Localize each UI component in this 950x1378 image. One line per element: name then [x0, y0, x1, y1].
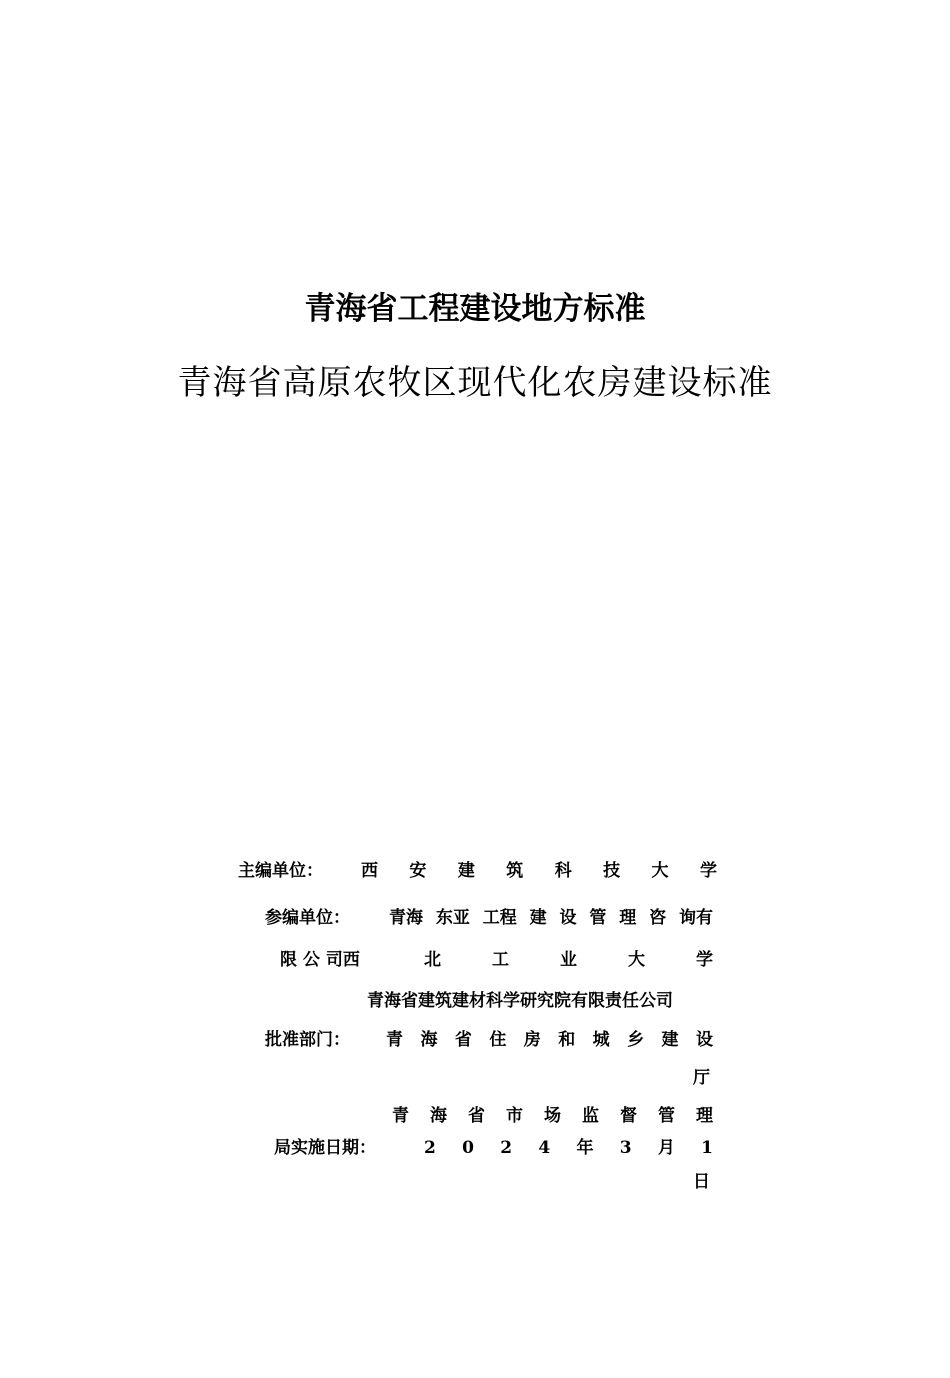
editor-char: 学 — [699, 861, 717, 881]
participant-char: 理 — [619, 908, 637, 928]
approver-char: 监 — [582, 1106, 599, 1126]
approver-char: 青 — [392, 1106, 409, 1126]
date-char: 年 — [576, 1138, 594, 1158]
participant-line-3: 青海省建筑建材科学研究院有限责任公司 — [367, 991, 673, 1011]
approver-char: 省 — [468, 1106, 485, 1126]
approver-char: 理 — [696, 1106, 713, 1126]
approver-line-3 — [392, 1104, 713, 1128]
approver-char: 和 — [558, 1030, 576, 1050]
participant-line-1 — [389, 906, 713, 930]
participant-char: 工程 — [482, 908, 517, 928]
participant-char: 设 — [559, 908, 577, 928]
date-char: 3 — [619, 1138, 632, 1158]
approver-char: 设 — [695, 1030, 713, 1050]
date-label: 局实施日期： — [274, 1138, 376, 1158]
editor-char: 建 — [457, 861, 475, 881]
editor-name — [361, 859, 717, 883]
participant-char: 工 — [492, 950, 509, 970]
editor-char: 安 — [409, 861, 427, 881]
participant-line-2-head: 限 公 司西 — [280, 950, 360, 970]
approver-label: 批准部门： — [265, 1030, 350, 1050]
participant-char: 学 — [696, 950, 713, 970]
approver-char: 督 — [620, 1106, 637, 1126]
participant-char: 业 — [560, 950, 577, 970]
approver-char: 建 — [661, 1030, 679, 1050]
document-subtitle: 青海省高原农牧区现代化农房建设标准 — [177, 363, 773, 403]
date-char: 4 — [538, 1138, 551, 1158]
date-char: 2 — [500, 1138, 513, 1158]
date-char: 1 — [701, 1138, 713, 1158]
participant-char: 东亚 — [435, 908, 470, 928]
approver-char: 海 — [430, 1106, 447, 1126]
participant-char: 青海 — [389, 908, 423, 928]
editor-char: 筑 — [506, 861, 524, 881]
approver-line-2: 厅 — [693, 1068, 710, 1088]
date-char: 月 — [657, 1138, 675, 1158]
approver-char: 场 — [544, 1106, 561, 1126]
participants-label: 参编单位： — [265, 908, 350, 928]
approver-char: 管 — [658, 1106, 675, 1126]
participant-char: 北 — [424, 950, 441, 970]
approver-line-1 — [386, 1028, 713, 1052]
date-char: 0 — [462, 1138, 474, 1158]
participant-char: 建 — [529, 908, 547, 928]
document-title: 青海省工程建设地方标准 — [304, 291, 646, 327]
approver-char: 乡 — [627, 1030, 645, 1050]
editor-char: 科 — [554, 861, 572, 881]
editor-char: 技 — [603, 861, 621, 881]
date-char: 2 — [424, 1138, 436, 1158]
implementation-date — [424, 1136, 713, 1160]
date-tail: 日 — [693, 1172, 710, 1192]
approver-char: 城 — [592, 1030, 610, 1050]
participant-char: 咨 — [649, 908, 667, 928]
participant-char: 询有 — [679, 908, 713, 928]
approver-char: 海 — [420, 1030, 438, 1050]
participant-line-2 — [424, 948, 713, 972]
approver-char: 省 — [454, 1030, 472, 1050]
approver-char: 市 — [506, 1106, 523, 1126]
participant-char: 大 — [628, 950, 645, 970]
editor-label: 主编单位： — [238, 861, 323, 881]
editor-char: 大 — [651, 861, 669, 881]
approver-char: 房 — [523, 1030, 541, 1050]
participant-char: 管 — [589, 908, 607, 928]
editor-char: 西 — [361, 861, 378, 881]
approver-char: 青 — [386, 1030, 403, 1050]
approver-char: 住 — [489, 1030, 507, 1050]
